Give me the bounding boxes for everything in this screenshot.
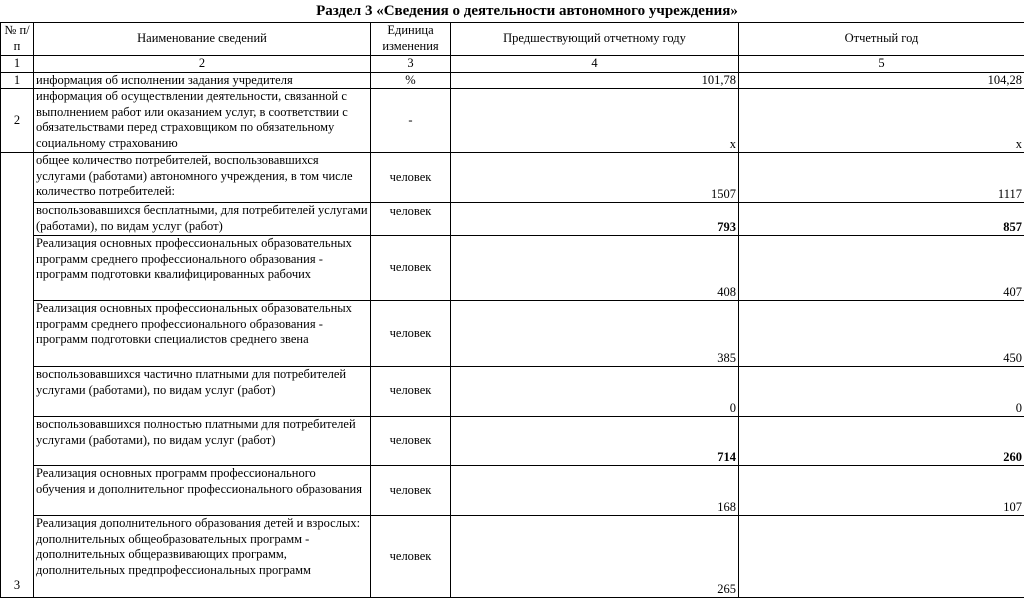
table-row (1, 236, 1024, 301)
row-name: общее количество потребителей, воспользовавшихся услугами (работами) автономного учреждения, в том числе количество потребителей: (34, 153, 371, 203)
row-name: Реализация дополнительного образования детей и взрослых: дополнительных общеобразовательных программ - дополнительных общеразвивающих программ, дополнительных предпрофессиональных программ (34, 516, 371, 598)
col-index: 4 (451, 56, 739, 73)
row-name: воспользовавшихся частично платными для потребителей услугами (работами), по видам услуг (работ) (34, 367, 371, 417)
row-number: 1 (1, 72, 34, 89)
row-unit: человек (371, 236, 451, 301)
row-unit: человек (371, 516, 451, 598)
row-name: Реализация основных профессиональных образовательных программ среднего профессионального образования - программ подготовки специалистов среднего звена (34, 301, 371, 367)
row-prev-value: 793 (451, 203, 739, 236)
row-unit: человек (371, 417, 451, 466)
column-index-row (1, 56, 1024, 73)
row-unit: человек (371, 466, 451, 516)
row-prev-value: 0 (451, 367, 739, 417)
col-index: 2 (34, 56, 371, 73)
table-row (1, 72, 1024, 89)
section-title: Раздел 3 «Сведения о деятельности автономного учреждения» (316, 3, 738, 19)
row-prev-value: х (451, 89, 739, 153)
header-report-year: Отчетный год (739, 23, 1024, 56)
table-row (1, 516, 1024, 598)
row-curr-value: 450 (739, 301, 1024, 367)
table-header-row (1, 23, 1024, 56)
col-index: 1 (1, 56, 34, 73)
row-curr-value: 107 (739, 466, 1024, 516)
row-prev-value: 1507 (451, 153, 739, 203)
row-curr-value: 407 (739, 236, 1024, 301)
row-prev-value: 408 (451, 236, 739, 301)
header-name: Наименование сведений (34, 23, 371, 56)
row-prev-value: 168 (451, 466, 739, 516)
col-index: 3 (371, 56, 451, 73)
row-unit: % (371, 72, 451, 89)
row-curr-value: 260 (739, 417, 1024, 466)
row-name: воспользовавшихся бесплатными, для потребителей услугами (работами), по видам услуг (работ) (34, 203, 371, 236)
row-prev-value: 265 (451, 516, 739, 598)
row-unit: - (371, 89, 451, 153)
row-name: Реализация основных программ профессионального обучения и дополнительног профессионального образования (34, 466, 371, 516)
activity-table (0, 22, 1024, 598)
row-number: 2 (1, 89, 34, 153)
col-index: 5 (739, 56, 1024, 73)
row-unit: человек (371, 203, 451, 236)
header-prev-year: Предшествующий отчетному году (451, 23, 739, 56)
row-curr-value: 0 (739, 367, 1024, 417)
row-prev-value: 385 (451, 301, 739, 367)
row-unit: человек (371, 153, 451, 203)
row-curr-value: 1117 (739, 153, 1024, 203)
table-row (1, 153, 1024, 203)
row-name: информация об исполнении задания учредителя (34, 72, 371, 89)
row-prev-value: 714 (451, 417, 739, 466)
row-unit: человек (371, 367, 451, 417)
table-row (1, 301, 1024, 367)
row-name: информация об осуществлении деятельности, связанной с выполнением работ или оказанием услуг, в соответствии с обязательствами перед страховщиком по обязательному социальному страхованию (34, 89, 371, 153)
table-row (1, 203, 1024, 236)
table-row (1, 417, 1024, 466)
row-unit: человек (371, 301, 451, 367)
table-row (1, 367, 1024, 417)
table-row (1, 466, 1024, 516)
header-num: № п/п (1, 23, 34, 56)
row-prev-value: 101,78 (451, 72, 739, 89)
header-unit: Единица изменения (371, 23, 451, 56)
row-curr-value: х (739, 89, 1024, 153)
row-curr-value (739, 516, 1024, 598)
row-name: воспользовавшихся полностью платными для потребителей услугами (работами), по видам услуг (работ) (34, 417, 371, 466)
row-curr-value: 857 (739, 203, 1024, 236)
table-row (1, 89, 1024, 153)
row-number: 3 (1, 153, 34, 598)
row-curr-value: 104,28 (739, 72, 1024, 89)
row-name: Реализация основных профессиональных образовательных программ среднего профессионального образования - программ подготовки квалифицированных рабочих (34, 236, 371, 301)
